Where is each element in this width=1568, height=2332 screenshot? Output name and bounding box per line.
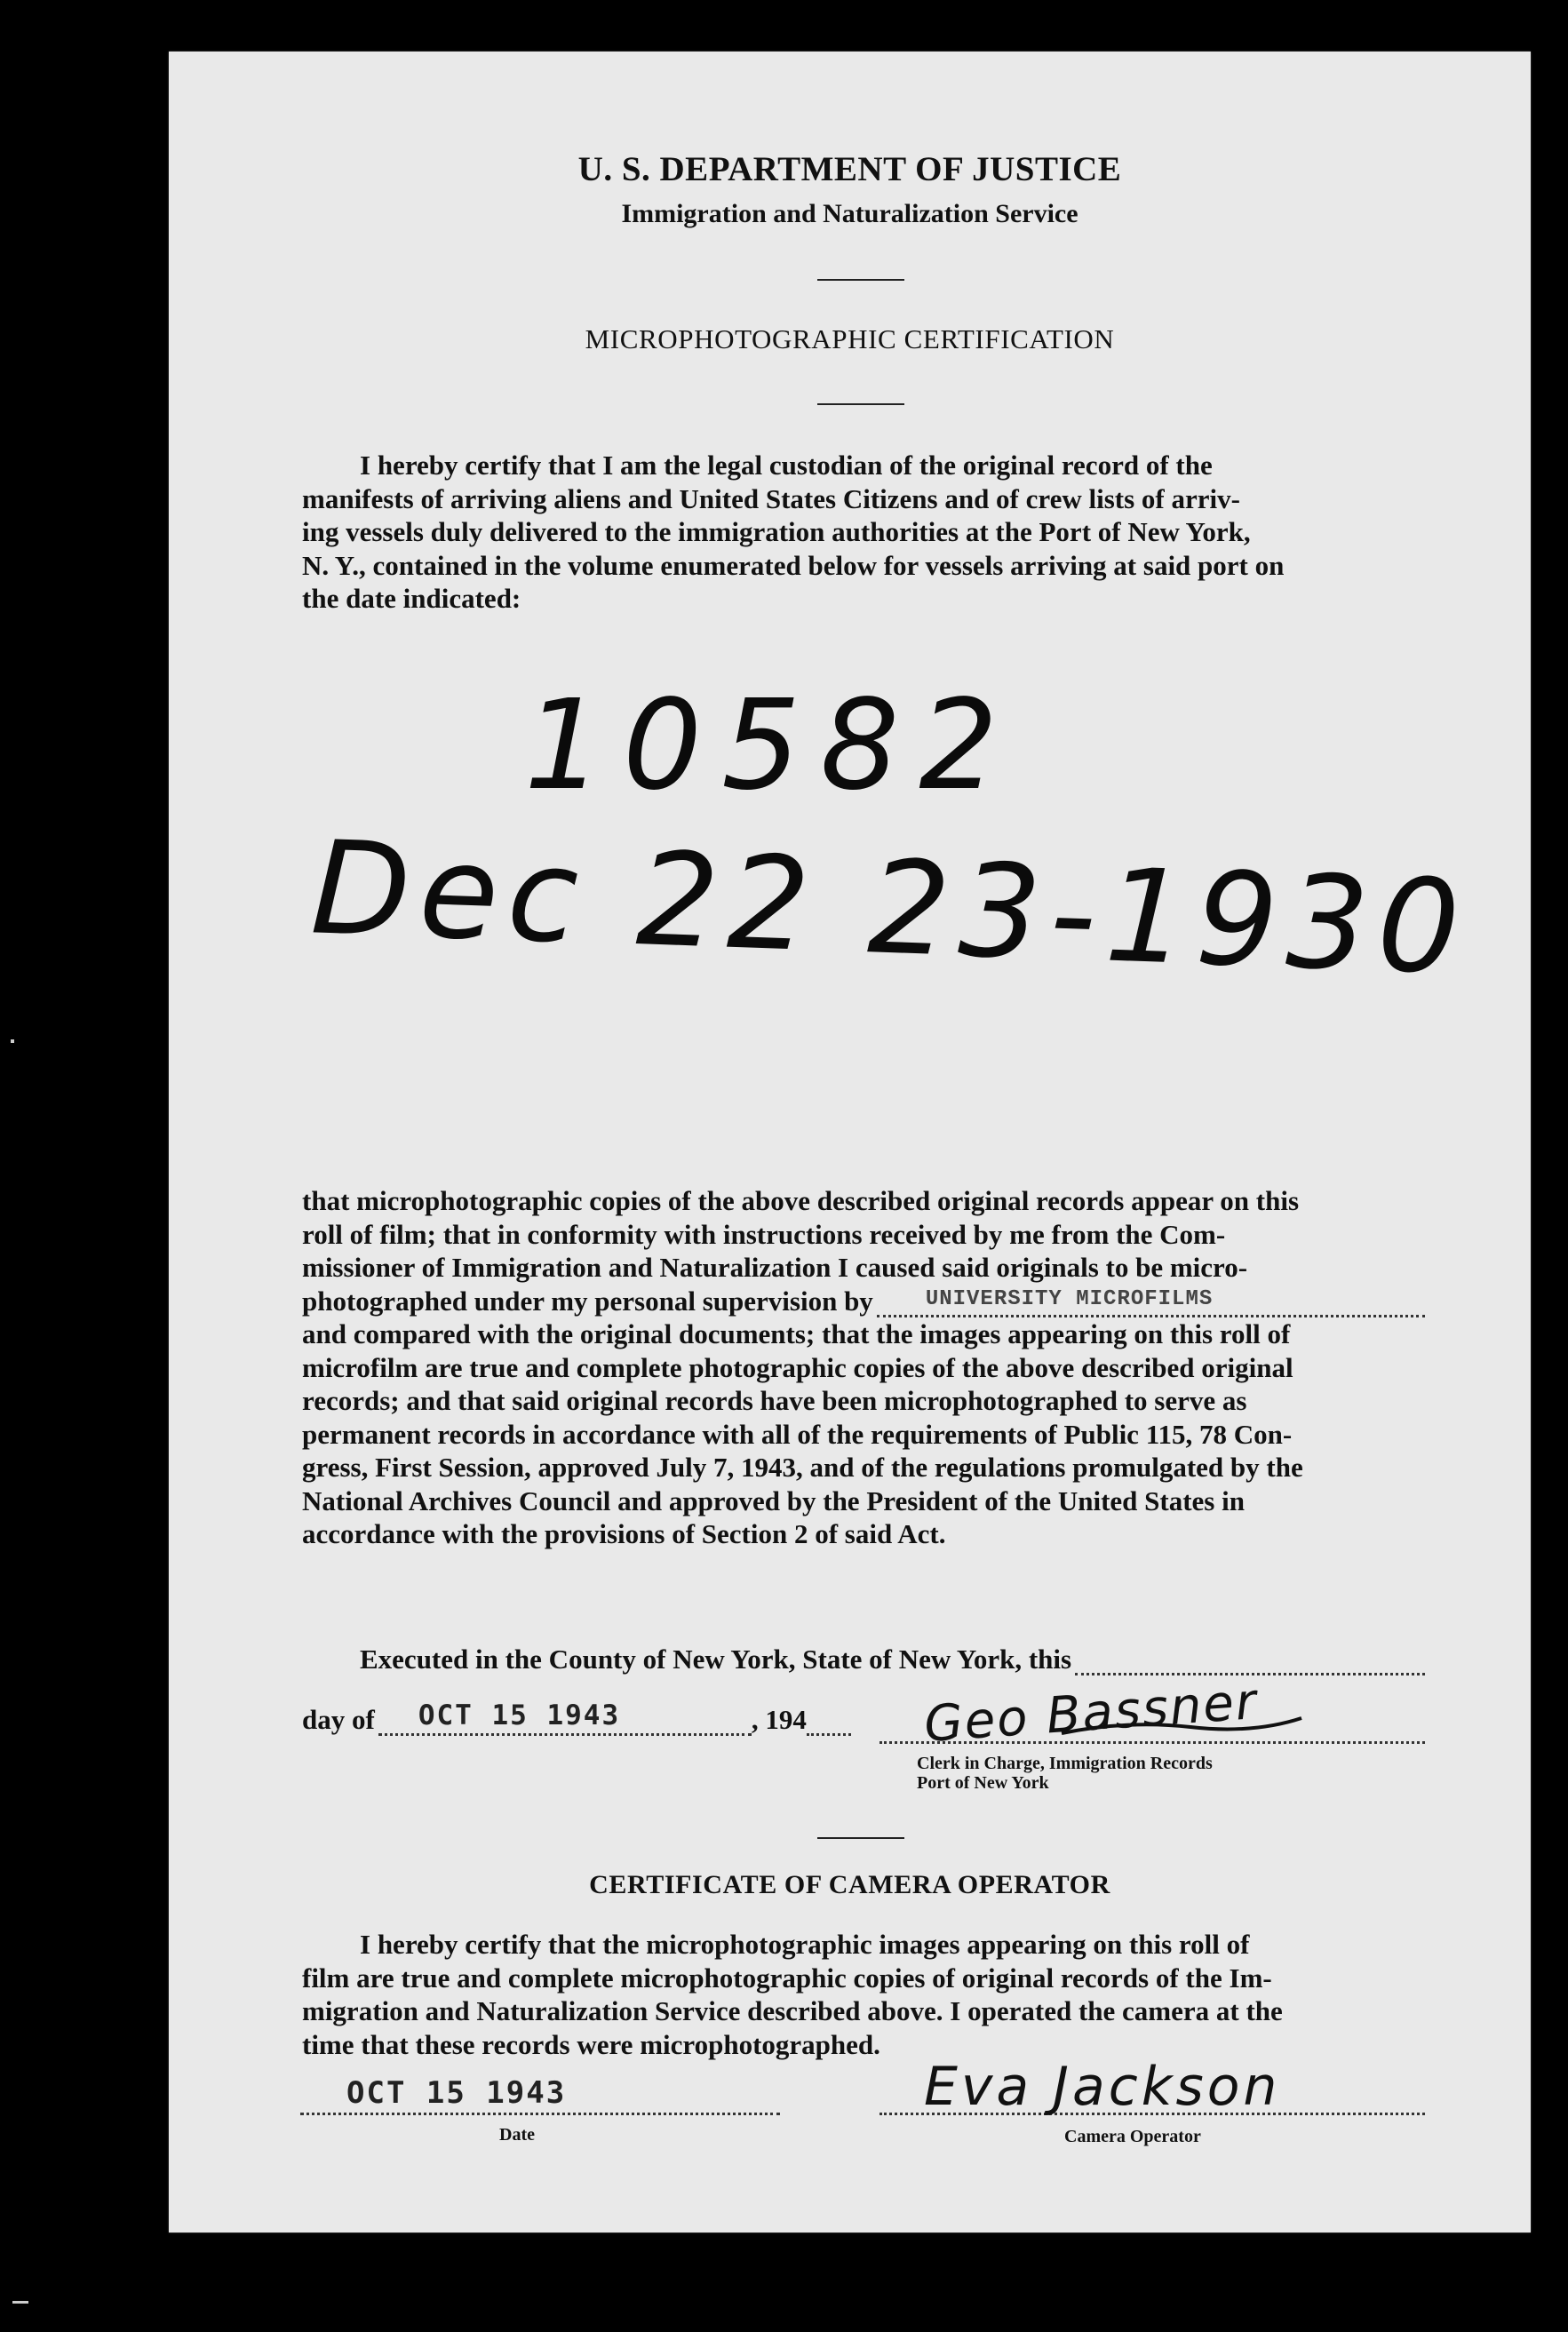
text-line: and compared with the original documents; that the images appearing on this roll of — [302, 1318, 1291, 1349]
day-of-label: day of — [302, 1704, 375, 1735]
edge-speck — [11, 1039, 14, 1043]
year-fill — [807, 1710, 851, 1736]
divider — [817, 403, 904, 405]
supervision-fill — [877, 1288, 1425, 1317]
clerk-title-line: Clerk in Charge, Immigration Records — [917, 1754, 1213, 1773]
department-heading: U. S. DEPARTMENT OF JUSTICE — [577, 150, 1122, 188]
text-line: the date indicated: — [302, 583, 521, 614]
edge-speck — [12, 2301, 28, 2304]
text-line: permanent records in accordance with all of the requirements of Public 115, 78 Con- — [302, 1418, 1293, 1450]
text-line: microfilm are true and complete photographic copies of the above described original — [302, 1351, 1293, 1383]
handwritten-arrival-date: Dec 22 23-1930 — [308, 813, 1471, 1004]
typed-vendor-name: UNIVERSITY MICROFILMS — [925, 1287, 1214, 1311]
operator-date-line — [300, 2111, 780, 2115]
text-line: that microphotographic copies of the above described original records appear on this — [302, 1185, 1300, 1216]
service-subheading: Immigration and Naturalization Service — [621, 199, 1078, 228]
supervision-line — [302, 1285, 1425, 1318]
text-line: time that these records were microphotographed. — [302, 2028, 880, 2060]
comma: , — [751, 1704, 766, 1735]
text-line: National Archives Council and approved by the President of the United States in — [302, 1484, 1245, 1516]
year-label: 194 — [765, 1704, 807, 1735]
text-line: records; and that said original records have been microphotographed to serve as — [302, 1385, 1247, 1416]
clerk-signature-line — [880, 1739, 1425, 1744]
text-line: missioner of Immigration and Naturalization I caused said originals to be micro- — [302, 1252, 1248, 1283]
text-line: N. Y., contained in the volume enumerated below for vessels arriving at said port on — [302, 549, 1285, 581]
text-line: roll of film; that in conformity with instructions received by me from the Com- — [302, 1218, 1226, 1250]
date-label: Date — [499, 2125, 535, 2145]
clerk-title-line: Port of New York — [917, 1773, 1049, 1793]
camera-operator-label: Camera Operator — [1064, 2127, 1201, 2146]
handwritten-volume-number: 10582 — [524, 673, 1018, 818]
text-line: accordance with the provisions of Section 2 of said Act. — [302, 1518, 946, 1549]
certification-title: MICROPHOTOGRAPHIC CERTIFICATION — [585, 323, 1115, 354]
text-line: manifests of arriving aliens and United States Citizens and of crew lists of arriv- — [302, 482, 1240, 514]
camera-operator-title: CERTIFICATE OF CAMERA OPERATOR — [589, 1870, 1110, 1899]
text-line: I hereby certify that the microphotographic images appearing on this roll of — [360, 1929, 1250, 1960]
text-line: film are true and complete microphotographic copies of original records of the Im- — [302, 1962, 1272, 1994]
body-paragraph — [302, 1184, 1425, 1551]
certificate-page — [169, 52, 1531, 2233]
operator-date-stamp: OCT 15 1943 — [346, 2075, 567, 2111]
executed-line — [360, 1644, 1425, 1675]
executed-label: Executed in the County of New York, State of New York, this — [360, 1644, 1072, 1675]
day-of-fill — [378, 1699, 752, 1736]
text-line: ing vessels duly delivered to the immigration authorities at the Port of New York, — [302, 516, 1251, 547]
text-line: migration and Naturalization Service described above. I operated the camera at the — [302, 1995, 1283, 2026]
supervision-label: photographed under my personal supervision by — [302, 1285, 873, 1317]
clerk-title — [917, 1754, 1213, 1793]
day-of-line — [302, 1699, 915, 1736]
operator-signature: Eva Jackson — [924, 2056, 1281, 2118]
text-line: I hereby certify that I am the legal custodian of the original record of the — [360, 450, 1213, 481]
text-line: gress, First Session, approved July 7, 1943, and of the regulations promulgated by the — [302, 1452, 1303, 1483]
divider — [817, 279, 904, 281]
executed-fill — [1075, 1650, 1425, 1675]
divider — [817, 1837, 904, 1839]
camera-operator-paragraph — [302, 1928, 1425, 2061]
clerk-signature: Geo Bassner — [922, 1672, 1260, 1755]
date-stamp: OCT 15 1943 — [418, 1699, 621, 1731]
intro-paragraph — [302, 449, 1425, 616]
